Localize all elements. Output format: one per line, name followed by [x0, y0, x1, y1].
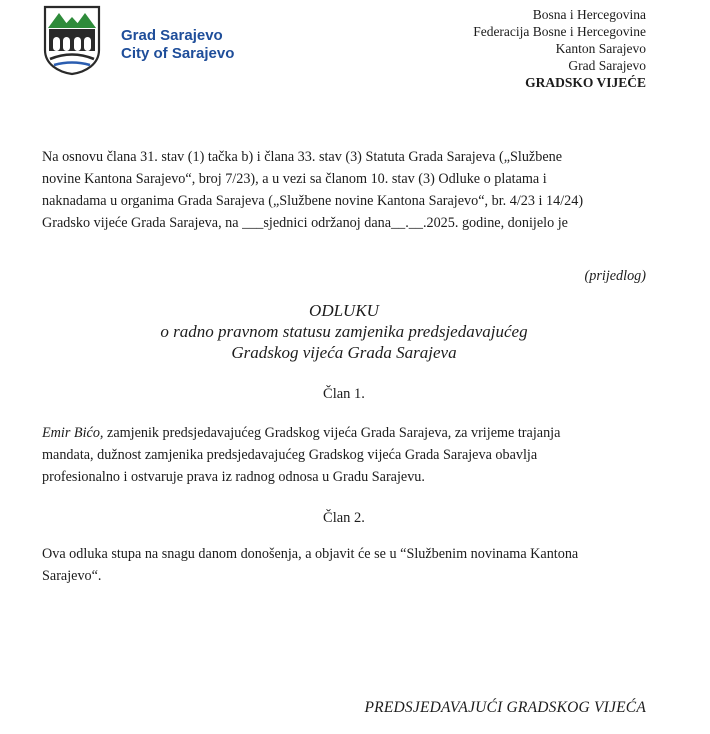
preamble-line: Gradsko vijeće Grada Sarajeva, na ___sjednici održanoj dana__.__.2025. godine, donijelo je [42, 215, 568, 231]
title-line-2: o radno pravnom statusu zamjenika predsjedavajućeg [160, 322, 528, 341]
logo-block [42, 4, 272, 80]
article-1-heading: Član 1. [323, 386, 365, 402]
institution-council: GRADSKO VIJEĆE [525, 75, 646, 90]
preamble-line: naknadama u organima Grada Sarajeva („Službene novine Kantona Sarajevo“, br. 4/23 i 14/24) [42, 193, 584, 209]
institution-block [473, 6, 646, 91]
title-line-3: Gradskog vijeća Grada Sarajeva [231, 343, 457, 362]
person-name: Emir Bićo, [42, 425, 104, 441]
article-2-line-2: Sarajevo“. [42, 568, 102, 584]
article-1-line-3: profesionalno i ostvaruje prava iz radnog odnosa u Gradu Sarajevu. [42, 469, 425, 485]
sarajevo-coat-of-arms-icon [42, 4, 102, 76]
institution-line-city: Grad Sarajevo [568, 58, 646, 73]
city-name-bs: Grad Sarajevo [121, 27, 223, 44]
article-2-text [42, 543, 646, 587]
article-1-line-2: mandata, dužnost zamjenika predsjedavajućeg Gradskog vijeća Grada Sarajeva obavlja [42, 447, 538, 463]
institution-line-federation: Federacija Bosne i Hercegovine [473, 24, 646, 39]
article-1-line-1 [42, 422, 646, 444]
institution-line-country: Bosna i Hercegovina [532, 7, 646, 22]
title-line-1: ODLUKU [309, 301, 379, 320]
preamble [42, 146, 646, 234]
article-2-line-1: Ova odluka stupa na snagu danom donošenja, a objavit će se u “Službenim novinama Kantona [42, 546, 579, 562]
article-2-heading: Član 2. [323, 510, 365, 526]
institution-line-canton: Kanton Sarajevo [555, 41, 646, 56]
article-1-line-1-rest: zamjenik predsjedavajućeg Gradskog vijeća Grada Sarajeva, za vrijeme trajanja [103, 425, 561, 441]
city-name [121, 27, 234, 63]
preamble-line: Na osnovu člana 31. stav (1) tačka b) i člana 33. stav (3) Statuta Grada Sarajeva („Službene [42, 149, 563, 165]
decision-title [42, 300, 646, 363]
proposal-label: (prijedlog) [584, 268, 646, 284]
preamble-line: novine Kantona Sarajevo“, broj 7/23), a u vezi sa članom 10. stav (3) Odluke o platama i [42, 171, 547, 187]
article-1-text [42, 422, 646, 488]
signature-title: PREDSJEDAVAJUĆI GRADSKOG VIJEĆA [364, 699, 646, 716]
city-name-en: City of Sarajevo [121, 45, 235, 62]
